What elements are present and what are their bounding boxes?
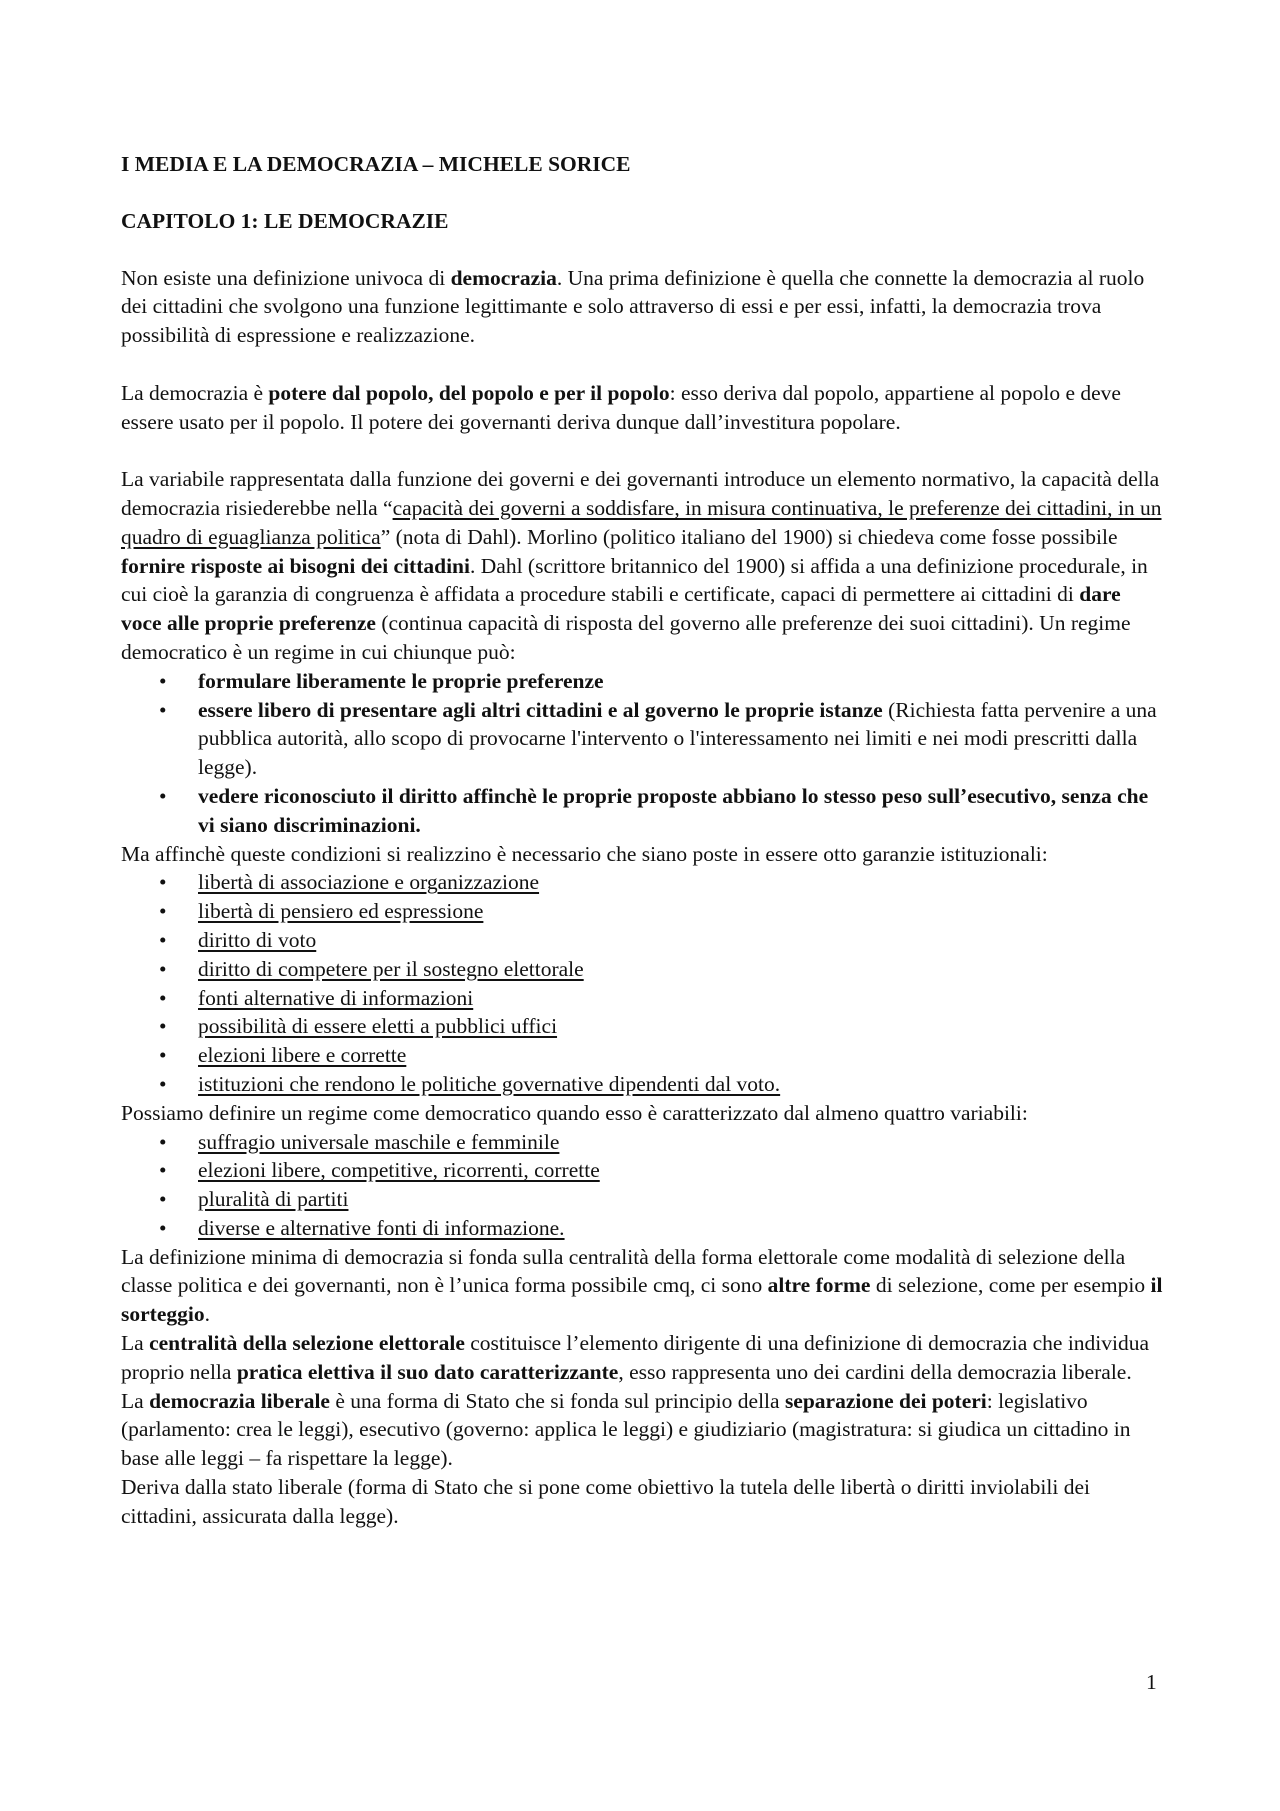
list-item xyxy=(121,667,1166,696)
text-run: di selezione, come per esempio xyxy=(870,1273,1151,1298)
paragraph-definition xyxy=(121,264,1166,350)
text-run: La variabile rappresentata dalla funzione dei governi e dei governanti introduce un elemento normativo, la capacità della democrazia risiederebbe nella “ xyxy=(121,467,1160,520)
underlined-item: fonti alternative di informazioni xyxy=(198,985,474,1010)
text-run: . Una prima definizione è quella che connette la democrazia al ruolo dei cittadini che svolgono una funzione legittimante e solo attraverso di essi e per essi, infatti, la democrazia trova possibilità di espressione e realizzazione. xyxy=(121,265,1145,348)
bold-term: separazione dei poteri xyxy=(784,1388,987,1413)
underlined-item: libertà di pensiero ed espressione xyxy=(198,899,484,924)
underlined-item: elezioni libere e corrette xyxy=(198,1043,407,1068)
paragraph-garanzie: Ma affinchè queste condizioni si realizzino è necessario che siano poste in essere otto garanzie istituzionali: xyxy=(121,841,1048,866)
paragraph-variabili: Possiamo definire un regime come democratico quando esso è caratterizzato dal almeno quattro variabili: xyxy=(121,1100,1028,1125)
text-run: . xyxy=(204,1302,210,1327)
bold-term: dare voce alle proprie preferenze xyxy=(121,582,1121,636)
paragraph-democrazia-liberale xyxy=(121,1387,1166,1473)
text-run: La definizione minima di democrazia si fonda sulla centralità della forma elettorale come modalità di selezione della classe politica e dei governanti, non è l’unica forma possibile cmq, ci sono xyxy=(121,1244,1126,1298)
list-item xyxy=(121,1185,1166,1214)
underlined-item: pluralità di partiti xyxy=(198,1187,349,1212)
underlined-item: possibilità di essere eletti a pubblici uffici xyxy=(198,1014,558,1039)
bold-term: pratica elettiva il suo dato caratterizzante xyxy=(236,1359,619,1384)
page-number: 1 xyxy=(1146,1670,1157,1694)
text-run: (Richiesta fatta pervenire a una pubblica autorità, allo scopo di provocarne l'intervento o l'interessamento nei limiti e nei modi prescritti dalla legge). xyxy=(198,697,1157,780)
text-run: : esso deriva dal popolo, appartiene al popolo e deve essere usato per il popolo. Il potere dei governanti deriva dunque dall’investitura popolare. xyxy=(121,380,1121,434)
paragraph-variabile xyxy=(121,465,1166,667)
underlined-item: diverse e alternative fonti di informazione. xyxy=(198,1215,565,1240)
paragraph-popolo xyxy=(121,379,1166,437)
underlined-quote: capacità dei governi a soddisfare, in misura continuativa, le preferenze dei cittadini, in un quadro di eguaglianza politica xyxy=(121,495,1162,549)
underlined-item: diritto di voto xyxy=(198,927,317,952)
paragraph-definizione-minima xyxy=(121,1243,1166,1329)
list-garanzie xyxy=(121,868,1166,1098)
paragraph-centralita xyxy=(121,1329,1166,1387)
underlined-item: elezioni libere, competitive, ricorrenti, corrette xyxy=(198,1158,600,1183)
text-run: La democrazia è xyxy=(121,380,269,405)
text-run: Non esiste una definizione univoca di xyxy=(121,265,451,290)
underlined-item: suffragio universale maschile e femminile xyxy=(198,1129,560,1154)
document-page xyxy=(121,150,1166,1531)
text-run: , esso rappresenta uno dei cardini della democrazia liberale. xyxy=(618,1359,1132,1384)
list-item xyxy=(121,926,1166,955)
list-item xyxy=(121,1128,1166,1157)
underlined-item: libertà di associazione e organizzazione xyxy=(198,870,540,895)
list-item xyxy=(121,1070,1166,1099)
bold-term: potere dal popolo, del popolo e per il popolo xyxy=(268,380,670,405)
list-item xyxy=(121,1214,1166,1243)
bold-term: formulare liberamente le proprie preferenze xyxy=(198,668,604,693)
list-item xyxy=(121,1156,1166,1185)
list-item xyxy=(121,1041,1166,1070)
list-item xyxy=(121,782,1166,840)
bold-term: vedere riconosciuto il diritto affinchè le proprie proposte abbiano lo stesso peso sull’esecutivo, senza che vi siano discriminazioni. xyxy=(198,783,1149,837)
list-item xyxy=(121,984,1166,1013)
list-regime-conditions xyxy=(121,667,1166,840)
bold-term: democrazia xyxy=(450,265,557,290)
text-run: . Dahl (scrittore britannico del 1900) si affida a una definizione procedurale, in cui cioè la garanzia di congruenza è affidata a procedure stabili e certificate, capaci di permettere ai cittadini di xyxy=(121,553,1148,607)
text-run: La xyxy=(121,1388,150,1413)
underlined-item: diritto di competere per il sostegno elettorale xyxy=(198,956,584,981)
text-run: La xyxy=(121,1331,150,1356)
bold-term: il sorteggio xyxy=(121,1273,1163,1327)
list-item xyxy=(121,1012,1166,1041)
text-run: costituisce l’elemento dirigente di una definizione di democrazia che individua proprio nella xyxy=(121,1331,1150,1384)
list-variabili xyxy=(121,1128,1166,1243)
text-run: è una forma di Stato che si fonda sul principio della xyxy=(329,1388,785,1413)
document-title: I MEDIA E LA DEMOCRAZIA – MICHELE SORICE xyxy=(121,152,631,176)
bold-term: democrazia liberale xyxy=(149,1388,330,1413)
bold-term: fornire risposte ai bisogni dei cittadini xyxy=(121,553,470,578)
list-item xyxy=(121,955,1166,984)
text-run: (continua capacità di risposta del governo alle preferenze dei suoi cittadini). Un regime democratico è un regime in cui chiunque può: xyxy=(121,611,1131,664)
list-item xyxy=(121,868,1166,897)
text-run: ” (nota di Dahl). Morlino (politico italiano del 1900) si chiedeva come fosse possibile xyxy=(380,524,1118,549)
list-item xyxy=(121,897,1166,926)
paragraph-stato-liberale: Deriva dalla stato liberale (forma di Stato che si pone come obiettivo la tutela delle libertà o diritti inviolabili dei cittadini, assicurata dalla legge). xyxy=(121,1475,1090,1528)
underlined-item: istituzioni che rendono le politiche governative dipendenti dal voto. xyxy=(198,1071,781,1096)
bold-term: centralità della selezione elettorale xyxy=(149,1331,465,1356)
list-item xyxy=(121,696,1166,782)
bold-term: essere libero di presentare agli altri cittadini e al governo le proprie istanze xyxy=(198,697,883,722)
text-run: : legislativo (parlamento: crea le leggi), esecutivo (governo: applica le leggi) e giudiziario (magistratura: si giudica un cittadino in base alle leggi – fa rispettare la legge). xyxy=(121,1388,1131,1471)
bold-term: altre forme xyxy=(767,1273,871,1298)
chapter-heading: CAPITOLO 1: LE DEMOCRAZIE xyxy=(121,208,449,233)
